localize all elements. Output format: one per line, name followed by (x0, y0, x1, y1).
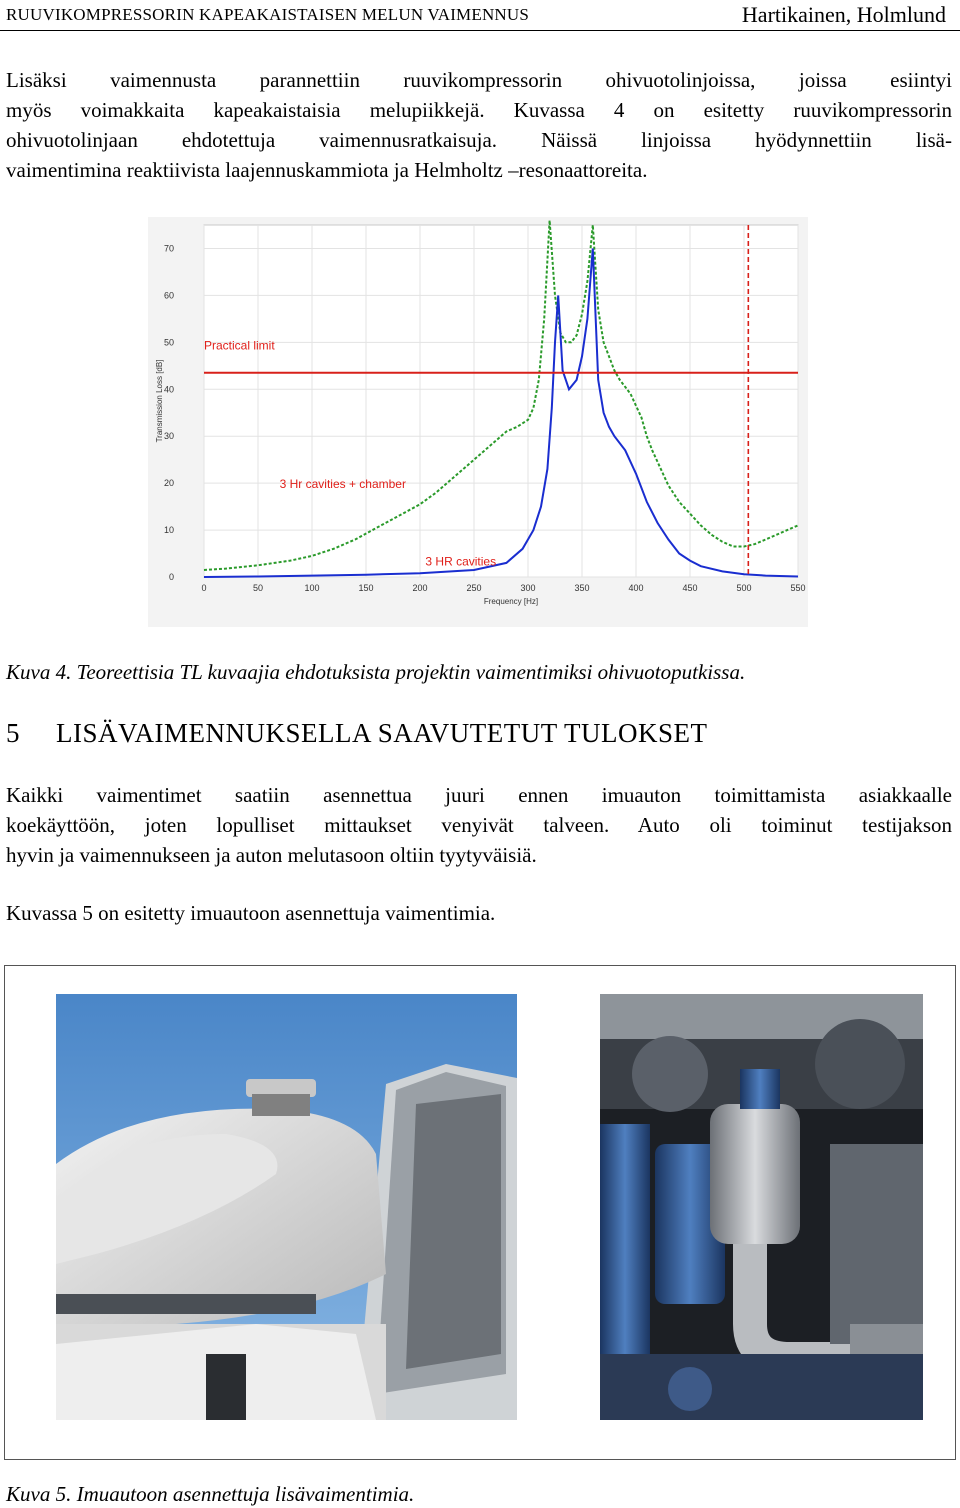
y-tick-label: 70 (163, 243, 174, 254)
x-tick-label: 250 (466, 583, 482, 593)
header-title: RUUVIKOMPRESSORIN KAPEAKAISTAISEN MELUN VAIMENNUS (6, 5, 530, 24)
plot-area (204, 225, 798, 577)
x-tick-label: 200 (412, 583, 428, 593)
y-tick-label: 20 (163, 478, 174, 489)
paragraph-intro (6, 65, 952, 185)
compressor-muffler-photo (600, 994, 923, 1420)
x-axis-label: Frequency [Hz] (483, 597, 539, 606)
tl-chart-svg (148, 217, 808, 627)
x-tick-label: 300 (520, 583, 536, 593)
x-tick-label: 50 (252, 583, 264, 593)
paragraph-line: Lisäksi vaimennusta parannettiin ruuvikompressorin ohivuotolinjoissa, joissa esiintyi (6, 68, 952, 92)
y-tick-label: 40 (163, 384, 174, 395)
paragraph-figure-ref (6, 898, 952, 928)
paragraph-line: koekäyttöön, joten lopulliset mittaukset venyivät talveen. Auto oli toiminut testijakson (6, 813, 952, 837)
paragraph-line: hyvin ja vaimennukseen ja auton melutasoon oltiin tyytyväisiä. (6, 843, 537, 867)
y-tick-label: 50 (163, 337, 174, 348)
paragraph-line: Kaikki vaimentimet saatiin asennettua juuri ennen imuauton toimittamista asiakkaalle (6, 783, 952, 807)
x-tick-label: 150 (358, 583, 374, 593)
y-tick-label: 10 (163, 525, 174, 536)
paragraph-line: ohivuotolinjaan ehdotettuja vaimennusratkaisuja. Näissä linjoissa hyödynnettiin lisä- (6, 128, 952, 152)
y-tick-label: 30 (163, 431, 174, 442)
x-tick-label: 0 (201, 583, 207, 593)
section-number: 5 (6, 718, 20, 748)
y-tick-label: 60 (163, 290, 174, 301)
x-tick-label: 100 (304, 583, 320, 593)
chart-annotation: 3 HR cavities (425, 554, 497, 569)
page-header (0, 0, 960, 30)
paragraph-line: vaimentimina reaktiivista laajennuskammiota ja Helmholtz –resonaattoreita. (6, 158, 648, 182)
chart-annotation: Practical limit (204, 338, 275, 353)
chart-annotation: 3 Hr cavities + chamber (279, 476, 406, 491)
header-rule (0, 30, 960, 31)
paragraph-line: Kuvassa 5 on esitetty imuautoon asennettuja vaimentimia. (6, 901, 496, 925)
header-authors: Hartikainen, Holmlund (741, 2, 946, 27)
paragraph-line: myös voimakkaita kapeakaistaisia melupiikkejä. Kuvassa 4 on esitetty ruuvikompressorin (6, 98, 952, 122)
tl-chart (148, 217, 808, 627)
x-tick-label: 350 (574, 583, 590, 593)
x-tick-label: 400 (628, 583, 644, 593)
y-tick-label: 0 (168, 572, 174, 582)
figure5-caption: Kuva 5. Imuautoon asennettuja lisävaimentimia. (6, 1482, 415, 1506)
figure4-caption: Kuva 4. Teoreettisia TL kuvaajia ehdotuksista projektin vaimentimiksi ohivuotoputkissa. (6, 660, 746, 684)
x-tick-label: 450 (682, 583, 698, 593)
y-axis-label: Transmission Loss [dB] (155, 359, 164, 443)
truck-muffler-photo (56, 994, 517, 1420)
section-heading (6, 718, 708, 749)
x-tick-label: 500 (736, 583, 752, 593)
paragraph-results (6, 780, 952, 870)
section-title: LISÄVAIMENNUKSELLA SAAVUTETUT TULOKSET (56, 718, 708, 748)
x-tick-label: 550 (790, 583, 806, 593)
